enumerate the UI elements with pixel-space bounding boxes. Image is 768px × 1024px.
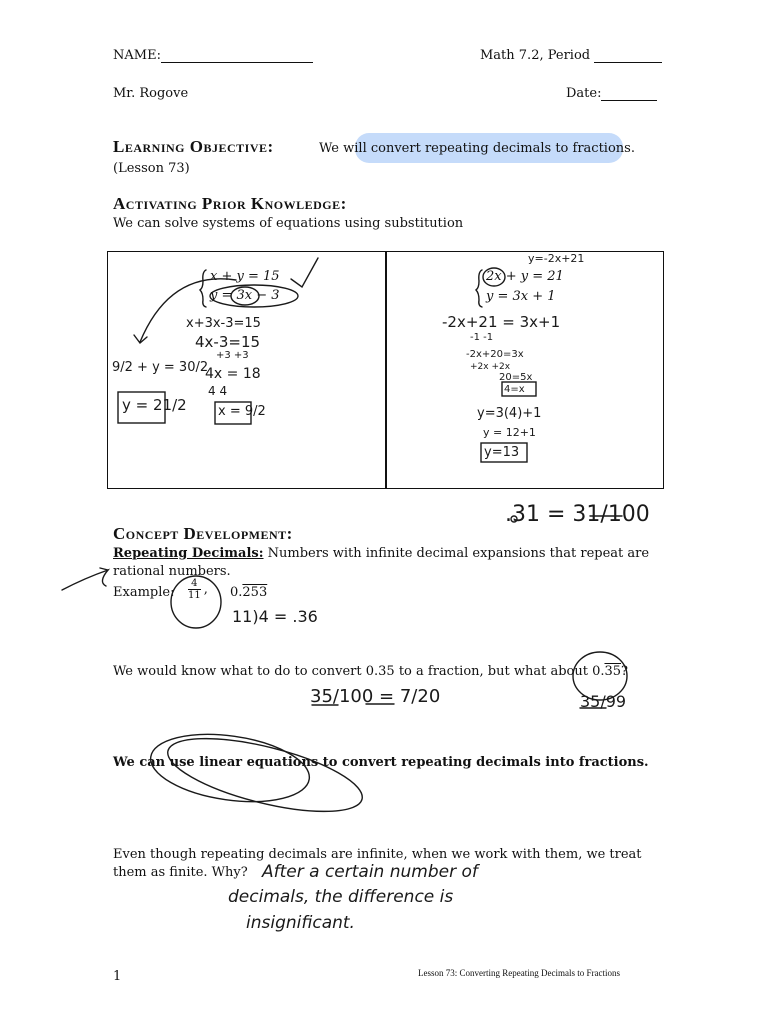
- question-repeat: 35: [604, 664, 622, 679]
- left-equation-1: x + y = 15: [210, 269, 280, 284]
- teacher-name: Mr. Rogove: [113, 86, 189, 101]
- right-work-line-2: -2x+21 = 3x+1: [442, 313, 561, 331]
- example-label: Example:: [113, 585, 175, 600]
- page-number: 1: [113, 969, 122, 984]
- scribble-oval-2: [161, 724, 369, 827]
- definition-text-1: Numbers with infinite decimal expansions that repeat are: [267, 546, 650, 561]
- right-work-line-4: -2x+20=3x: [466, 349, 524, 360]
- date-label: Date:: [566, 86, 657, 101]
- footer-lesson-title: Lesson 73: Converting Repeating Decimals to Fractions: [418, 968, 620, 978]
- answer-line-3: insignificant.: [246, 913, 355, 933]
- margin-hook: [100, 568, 108, 570]
- date-blank[interactable]: [601, 86, 657, 101]
- left-equation-2: y = 3x − 3: [210, 288, 280, 303]
- right-equation-1: 2x + y = 21: [486, 269, 564, 284]
- objective-heading: Learning Objective:: [113, 137, 274, 156]
- right-work-line-5: +2x +2x: [470, 362, 511, 372]
- prior-knowledge-heading: Activating Prior Knowledge:: [113, 194, 347, 213]
- right-work-line-9: y = 12+1: [483, 426, 536, 439]
- prior-knowledge-text: We can solve systems of equations using substitution: [113, 216, 464, 231]
- example-frac-den: 11: [188, 590, 201, 601]
- margin-arrow: [62, 570, 108, 590]
- handwriting-frac35-99: 35/99: [580, 692, 627, 711]
- left-work-line-2: 4x-3=15: [195, 333, 261, 351]
- handwriting-point31: .31 = 31/100: [505, 502, 650, 527]
- left-work-line-5: 4 4: [208, 384, 228, 398]
- left-work-line-8: y = 21/2: [122, 396, 187, 414]
- handwriting-frac35: 35/100 = 7/20: [310, 686, 441, 707]
- right-work-line-8: y=3(4)+1: [477, 406, 542, 421]
- handwriting-division: 11)4 = .36: [232, 607, 318, 626]
- question-text: We would know what to do to convert 0.35 to a fraction, but what about 0.35?: [113, 664, 629, 679]
- definition-line-2: rational numbers.: [113, 564, 231, 579]
- concept-heading: Concept Development:: [113, 524, 293, 543]
- example-fraction: [188, 578, 208, 601]
- finite-line-1: Even though repeating decimals are infinite, when we work with them, we treat: [113, 847, 642, 862]
- linear-statement: We can use linear equations to convert repeating decimals into fractions.: [113, 755, 649, 770]
- definition-line-1: [113, 546, 649, 561]
- example-decimal-repeat: 253: [242, 585, 268, 600]
- right-equation-2: y = 3x + 1: [486, 289, 556, 304]
- left-work-line-1: x+3x-3=15: [186, 316, 261, 331]
- example-comma: ,: [203, 582, 208, 597]
- answer-line-1: After a certain number of: [262, 862, 478, 882]
- right-work-line-10: y=13: [484, 445, 520, 460]
- name-blank[interactable]: [161, 48, 313, 63]
- objective-text: We will convert repeating decimals to fractions.: [319, 141, 635, 156]
- name-label: NAME:: [113, 48, 313, 63]
- left-work-line-6: x = 9/2: [218, 404, 266, 419]
- left-work-line-7: 9/2 + y = 30/2: [112, 360, 209, 375]
- repeating-decimals-term: Repeating Decimals:: [113, 546, 264, 561]
- answer-line-2: decimals, the difference is: [228, 887, 454, 907]
- example-decimal: 0.253: [230, 585, 268, 600]
- left-work-line-4: 4x = 18: [205, 366, 261, 382]
- left-work-line-3: +3 +3: [216, 350, 249, 361]
- right-work-line-3: -1 -1: [470, 332, 494, 343]
- lesson-number: (Lesson 73): [113, 161, 190, 176]
- right-work-line-1: y=-2x+21: [528, 252, 585, 265]
- example-frac-num: 4: [188, 578, 201, 590]
- right-work-line-6: 20=5x: [499, 372, 533, 383]
- right-work-box: [385, 251, 664, 489]
- period-blank[interactable]: [594, 48, 662, 63]
- right-work-line-7: 4=x: [504, 384, 525, 395]
- finite-line-2: them as finite. Why?: [113, 865, 248, 880]
- course-period: Math 7.2, Period: [480, 48, 662, 63]
